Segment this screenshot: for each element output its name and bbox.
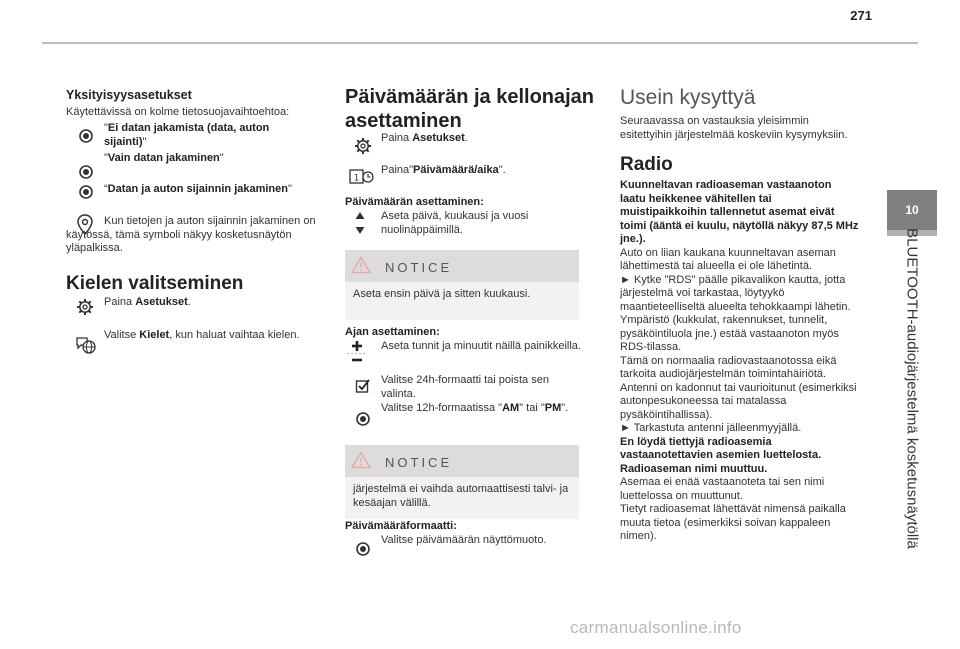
privacy-option-2: "Vain datan jakaminen": [104, 152, 224, 164]
settings-gear-icon: [76, 298, 94, 321]
notice-box: [345, 250, 579, 314]
faq-answer-2-p2: Tietyt radioasemat lähettävät nimensä paikalla muuta tietoa (esimerkiksi soivan kappaleen nimen).: [620, 503, 846, 542]
radio-selected-icon: [355, 411, 371, 432]
watermark: carmanualsonline.info: [570, 618, 742, 637]
time-set-title: Ajan asettaminen:: [345, 326, 440, 338]
privacy-title: Yksityisyysasetukset: [66, 88, 192, 102]
faq-answer-1-p3: Ympäristö (kukkulat, rakennukset, tunnelit, pysäköintiluola jne.) estää vastaanoton myös RDS-tilassa.: [620, 314, 839, 353]
faq-question-1: Kuunneltavan radioaseman vastaanoton laatu heikkenee vähitellen tai muistipaikkoihin tallennetut asemat eivät toimi (ääntä ei kuulu, näytöllä näkyy 87,5 MHz jne.).: [620, 179, 859, 245]
format-12h-text: Valitse 12h-formaatissa "AM" tai "PM".: [381, 402, 569, 414]
radio-selected-icon: [78, 128, 94, 149]
format-24h-text: Valitse 24h-formaatti tai poista sen valinta.: [381, 374, 549, 400]
faq-answer-1-p2: ► Kytke "RDS" päälle pikavalikon kautta, jotta järjestelmä voi tarkastaa, löytyykö maantieteelliseltä alueelta tehokkaampi lähetin.: [620, 273, 851, 313]
warning-icon: [351, 256, 371, 279]
notice-text: järjestelmä ei vaihda automaattisesti talvi- ja kesäajan välillä.: [345, 477, 579, 519]
chapter-tab: 10: [887, 190, 937, 230]
faq-answer-1-p4: Tämä on normaalia radiovastaanotossa eikä tarkoita audiojärjestelmän toimintahäiriötä.: [620, 354, 837, 380]
datetime-title-line-2: asettaminen: [345, 110, 462, 132]
faq-answer-2-p1: Asemaa ei enää vastaanoteta tai sen nimi luettelossa on muuttunut.: [620, 476, 825, 502]
radio-selected-icon: [355, 541, 371, 562]
language-icon: [75, 335, 97, 360]
date-set-title: Päivämäärän asettaminen:: [345, 196, 484, 208]
datetime-title-line-1: Päivämäärän ja kellonajan: [345, 86, 595, 108]
notice-box: [345, 445, 579, 513]
checkbox-checked-icon: [355, 378, 371, 399]
faq-answer-1-p5: Antenni on kadonnut tai vaurioitunut (esimerkiksi autonpesukoneessa tai matalassa pysäköintihallissa).: [620, 381, 857, 421]
notice-title: NOTICE: [385, 454, 453, 470]
faq-answer-1-p6: ► Tarkastuta antenni jälleenmyyjällä.: [620, 422, 802, 434]
language-title: Kielen valitseminen: [66, 273, 244, 294]
faq-radio-answers: [620, 179, 860, 544]
svg-text:1: 1: [353, 173, 360, 184]
radio-title: Radio: [620, 154, 673, 175]
language-step-2: Valitse Kielet, kun haluat vaihtaa kielen.: [104, 329, 300, 341]
date-set-text: Aseta päivä, kuukausi ja vuosi nuolinäppäimillä.: [381, 210, 529, 236]
page-number: 271: [850, 8, 872, 23]
date-format-title: Päivämääräformaatti:: [345, 520, 457, 532]
notice-title: NOTICE: [385, 259, 453, 275]
arrow-up-down-icon: [354, 210, 366, 241]
location-text: Kun tietojen ja auton sijainnin jakaminen on käytössä, tämä symboli näkyy kosketusnäytön yläpalkissa.: [66, 215, 316, 254]
faq-title: Usein kysyttyä: [620, 86, 756, 109]
privacy-option-3: “Datan ja auton sijainnin jakaminen": [104, 183, 292, 195]
warning-icon: [351, 451, 371, 474]
language-step-1: Paina Asetukset.: [104, 296, 191, 308]
notice-text: Aseta ensin päivä ja sitten kuukausi.: [345, 282, 579, 320]
faq-question-2: En löydä tiettyjä radioasemia vastaanotettavien asemien luettelosta. Radioaseman nimi muuttuu.: [620, 435, 822, 475]
faq-answer-1-p1: Auto on liian kaukana kuunneltavan aseman lähettimestä tai alueella ei ole lähetintä.: [620, 246, 836, 272]
radio-selected-icon: [78, 164, 94, 185]
faq-intro: Seuraavassa on vastauksia yleisimmin esitettyihin järjestelmää koskeviin kysymyksiin.: [620, 115, 848, 141]
header-rule: [42, 42, 918, 44]
time-set-text: Aseta tunnit ja minuutit näillä painikkeilla.: [381, 340, 581, 352]
privacy-intro: Käytettävissä on kolme tietosuojavaihtoehtoa:: [66, 106, 290, 118]
radio-selected-icon: [78, 184, 94, 205]
plus-minus-icon: [346, 340, 368, 369]
settings-gear-icon: [354, 137, 372, 160]
datetime-step-2: Paina"Päivämäärä/aika".: [381, 164, 506, 176]
privacy-option-1: "Ei datan jakamista (data, auton sijainti)": [104, 122, 270, 148]
date-time-icon: [349, 168, 375, 191]
date-format-text: Valitse päivämäärän näyttömuoto.: [381, 534, 547, 546]
chapter-title: BLUETOOTH-audiojärjestelmä kosketusnäytöllä: [903, 228, 921, 549]
datetime-step-1: Paina Asetukset.: [381, 132, 468, 144]
